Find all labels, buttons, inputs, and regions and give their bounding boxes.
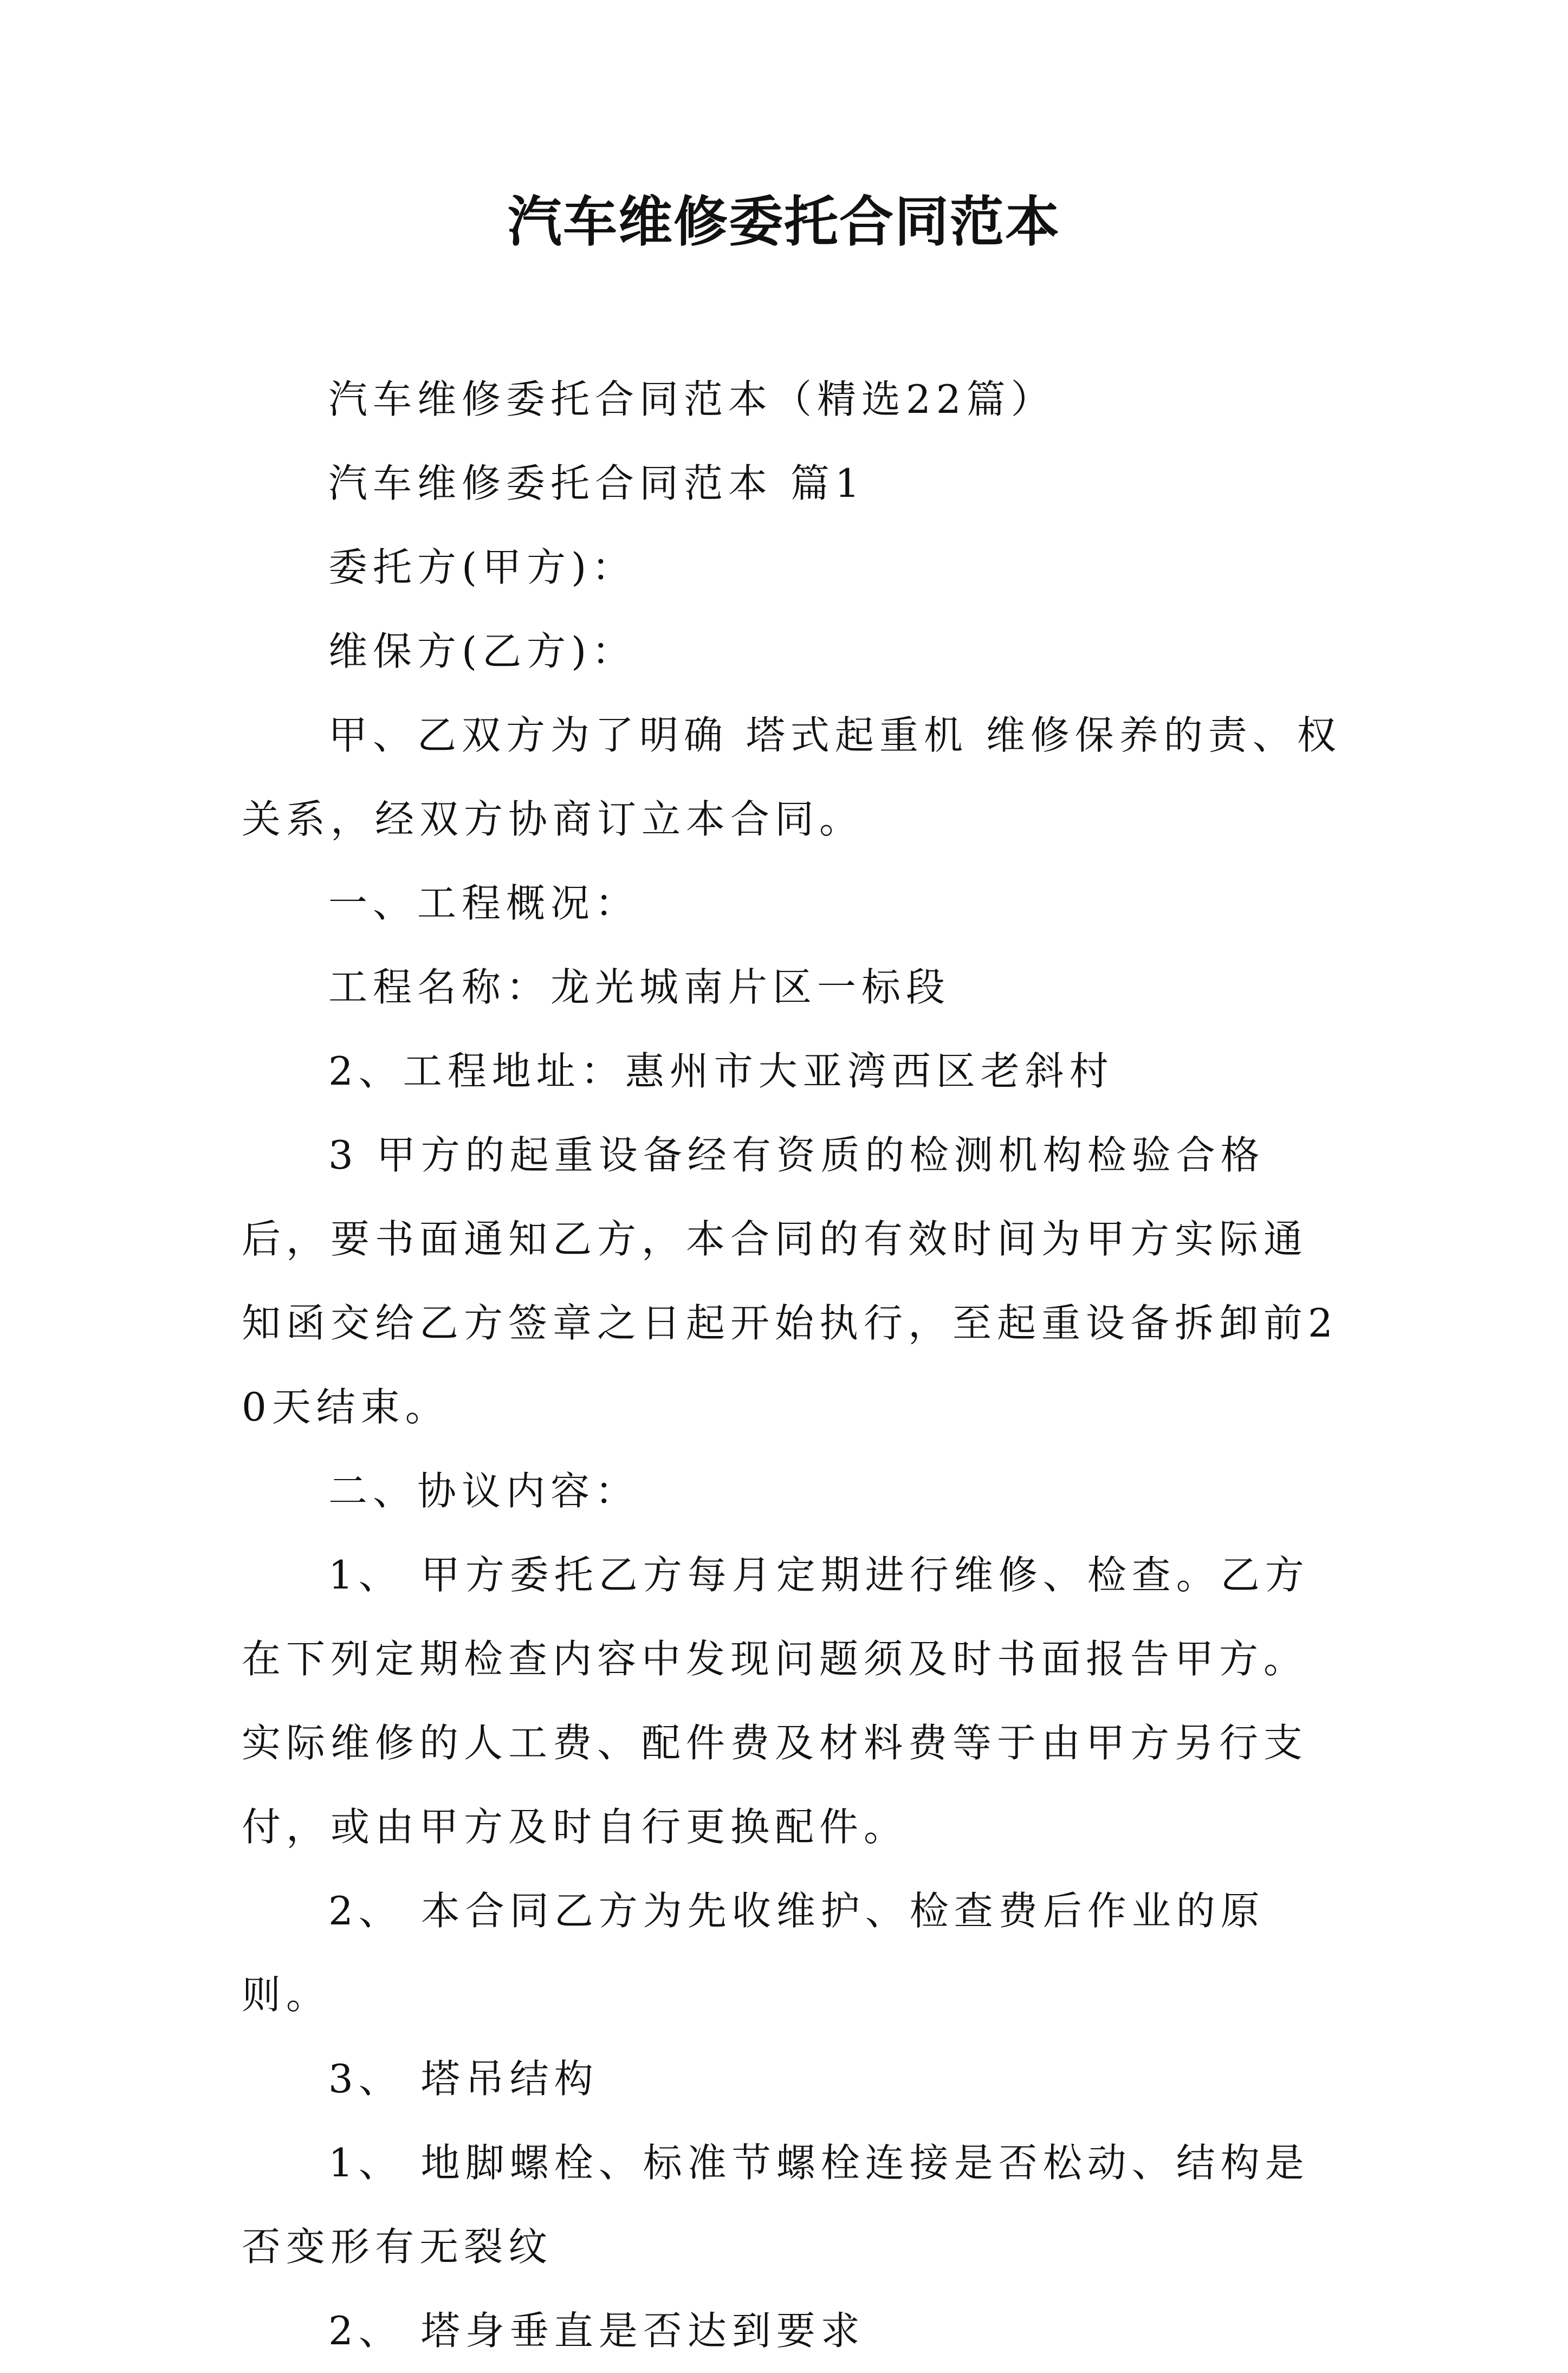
paragraph-project-overview: 一、工程概况： <box>328 880 640 926</box>
paragraph-purpose: 甲、乙双方为了明确 塔式起重机 维修保养的责、权关系，经双方协商订立本合同。 <box>242 712 1342 842</box>
paragraph-project-name: 工程名称：龙光城南片区一标段 <box>328 964 951 1010</box>
document-title: 汽车维修委托合同范本 <box>508 190 1060 254</box>
paragraph-agreement-content: 二、协议内容： <box>328 1468 640 1514</box>
document-body <box>242 358 1343 2373</box>
paragraph-validity: 3 甲方的起重设备经有资质的检测机构检验合格后，要书面通知乙方，本合同的有效时间为甲方实际通知函交给乙方签章之日起开始执行，至起重设备拆卸前20天结束。 <box>242 1132 1338 1430</box>
paragraph-subtitle: 汽车维修委托合同范本（精选22篇） <box>328 377 1055 422</box>
paragraph-project-address: 2、工程地址：惠州市大亚湾西区老斜村 <box>328 1048 1114 1094</box>
paragraph-section-heading: 汽车维修委托合同范本 篇1 <box>328 461 865 506</box>
paragraph-clause-2: 2、 本合同乙方为先收维护、检查费后作业的原则。 <box>242 1888 1265 2018</box>
paragraph-party-a: 委托方(甲方)： <box>328 544 637 590</box>
paragraph-party-b: 维保方(乙方)： <box>328 628 637 674</box>
paragraph-subclause-2: 2、 塔身垂直是否达到要求 <box>328 2308 865 2353</box>
paragraph-subclause-1: 1、 地脚螺栓、标准节螺栓连接是否松动、结构是否变形有无裂纹 <box>242 2140 1310 2270</box>
paragraph-clause-3: 3、 塔吊结构 <box>328 2056 599 2102</box>
paragraph-clause-1: 1、 甲方委托乙方每月定期进行维修、检查。乙方在下列定期检查内容中发现问题须及时书面报告甲方。实际维修的人工费、配件费及材料费等于由甲方另行支付，或由甲方及时自行更换配件。 <box>242 1552 1310 1850</box>
